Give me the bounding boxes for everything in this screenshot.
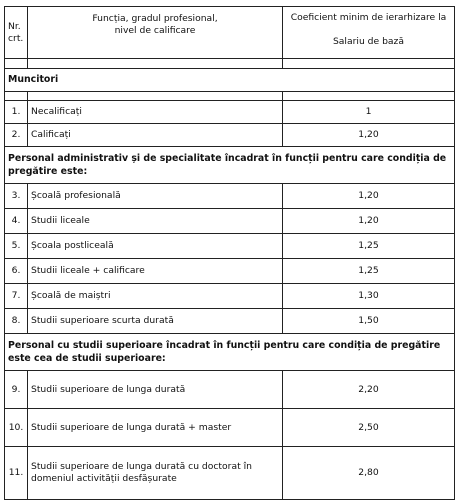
row-number: 4.: [5, 209, 28, 234]
table-body: [5, 69, 455, 500]
row-function-name: Studii liceale + calificare: [28, 259, 283, 284]
section-title: Personal cu studii superioare încadrat în funcții pentru care condiția de pregătire este cea de studii superioare:: [5, 334, 455, 371]
row-function-name: Studii superioare scurta durată: [28, 309, 283, 334]
row-coefficient: 1: [283, 101, 455, 124]
spacer-row: [5, 92, 455, 101]
row-function-name: Calificați: [28, 124, 283, 147]
row-number: 8.: [5, 309, 28, 334]
row-number: 2.: [5, 124, 28, 147]
row-function-name: Școală profesională: [28, 184, 283, 209]
section-row: [5, 69, 455, 92]
row-function-name: Studii superioare de lunga durată: [28, 371, 283, 409]
coefficient-table: [4, 6, 455, 500]
header-coefficient: [283, 7, 455, 59]
section-row: [5, 147, 455, 184]
section-row: [5, 334, 455, 371]
row-coefficient: 2,50: [283, 409, 455, 447]
header-function-line1: Funcția, gradul profesional,: [92, 13, 218, 24]
table-row: [5, 284, 455, 309]
row-function-name: Studii superioare de lunga durată cu doctorat în domeniul activității desfășurate: [28, 447, 283, 500]
row-coefficient: 2,80: [283, 447, 455, 500]
row-coefficient: 1,30: [283, 284, 455, 309]
row-coefficient: 1,25: [283, 259, 455, 284]
section-title: Personal administrativ și de specialitate încadrat în funcții pentru care condiția de pregătire este:: [5, 147, 455, 184]
row-coefficient: 1,25: [283, 234, 455, 259]
header-coef-line2: Salariu de bază: [332, 36, 405, 47]
header-nr: Nr. crt.: [5, 7, 28, 59]
row-function-name: Studii superioare de lunga durată + master: [28, 409, 283, 447]
table-row: [5, 259, 455, 284]
row-function-name: Studii liceale: [28, 209, 283, 234]
row-coefficient: 1,20: [283, 184, 455, 209]
row-coefficient: 1,20: [283, 124, 455, 147]
row-function-name: Necalificați: [28, 101, 283, 124]
table-row: [5, 409, 455, 447]
table-row: [5, 371, 455, 409]
row-coefficient: 1,50: [283, 309, 455, 334]
table-row: [5, 447, 455, 500]
row-coefficient: 2,20: [283, 371, 455, 409]
table-row: [5, 209, 455, 234]
section-title: Muncitori: [5, 69, 455, 92]
row-number: 10.: [5, 409, 28, 447]
row-number: 3.: [5, 184, 28, 209]
row-coefficient: 1,20: [283, 209, 455, 234]
table-row: [5, 124, 455, 147]
row-number: 5.: [5, 234, 28, 259]
table-row: [5, 309, 455, 334]
header-function-line2: nivel de calificare: [114, 25, 196, 36]
table-row: [5, 234, 455, 259]
header-function: [28, 7, 283, 59]
table-row: [5, 184, 455, 209]
salary-coefficient-document: [4, 6, 455, 500]
row-function-name: Școala postliceală: [28, 234, 283, 259]
row-number: 6.: [5, 259, 28, 284]
spacer-row: [5, 59, 455, 69]
row-function-name: Școală de maiștri: [28, 284, 283, 309]
header-coef-line1: Coeficient minim de ierarhizare la: [290, 12, 447, 23]
row-number: 7.: [5, 284, 28, 309]
table-header-row: [5, 7, 455, 59]
table-row: [5, 101, 455, 124]
row-number: 11.: [5, 447, 28, 500]
row-number: 9.: [5, 371, 28, 409]
row-number: 1.: [5, 101, 28, 124]
